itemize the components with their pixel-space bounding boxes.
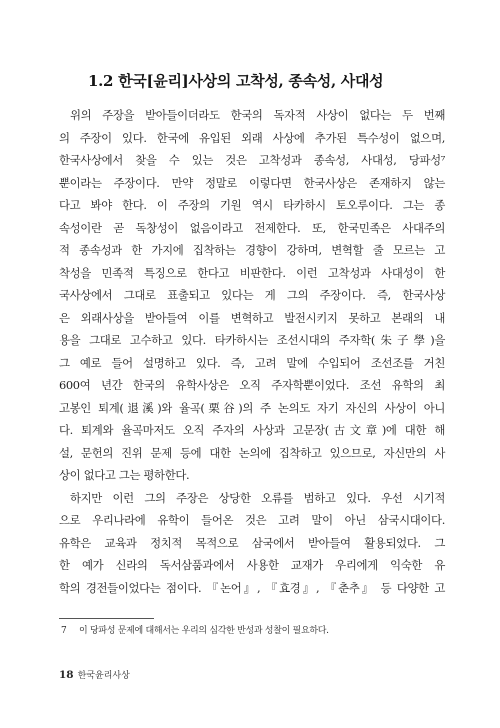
paragraph-line: 용을 그대로 고수하고 있다. 타카하시는 조선시대의 주자학(朱子學)을 [59,333,445,347]
page-number: 18 [59,669,74,681]
paragraph-line: 착성을 민족적 특징으로 한다고 비판한다. 이런 고착성과 사대성이 한 [59,265,445,280]
paragraph-line: 설, 문헌의 진위 문제 등에 대한 논의에 집착하고 있으므로, 자신만의 사 [59,445,445,460]
paragraph-line: 은 외래사상을 받아들여 이를 변혁하고 발전시키지 못하고 본래의 내 [59,310,445,325]
paragraph-line: 600여 년간 한국의 유학사상은 오직 주자학뿐이었다. 조선 유학의 최 [59,378,445,392]
paragraph-line: 의 주장이 있다. 한국에 유입된 외래 사상에 추가된 특수성이 없으며, [59,130,445,145]
paragraph-line: 속성이란 곧 독창성이 없음이라고 전제한다. 또, 한국민족은 사대주의 [59,220,445,235]
paragraph-line: 학의 경전들이었다는 점이다. 『논어』, 『효경』, 『춘추』 등 다양한 고 [59,580,445,595]
paragraph-line: 위의 주장을 받아들이더라도 한국의 독자적 사상이 없다는 두 번째 [70,108,445,122]
paragraph-line: 뿐이라는 주장이다. 만약 정말로 이렇다면 한국사상은 존재하지 않는 [59,175,445,190]
section-title: 1.2 한국[윤리]사상의 고착성, 종속성, 사대성 [88,72,384,90]
paragraph-line: 다. 퇴계와 율곡마저도 오직 주자의 사상과 고문장(古文章)에 대한 해 [59,423,445,437]
running-title: 한국윤리사상 [77,671,130,681]
paragraph-line: 국사상에서 그대로 표출되고 있다는 게 그의 주장이다. 즉, 한국사상 [59,288,445,302]
footnote-text: 이 당파성 문제에 대해서는 우리의 심각한 반성과 성찰이 필요하다. [79,626,329,636]
page-footer [59,668,130,681]
footnote-number: 7 [61,626,67,636]
paragraph-line: 적 종속성과 한 가지에 집착하는 경향이 강하며, 변혁할 줄 모르는 고 [59,243,445,257]
paragraph-line: 유학은 교육과 정치적 목적으로 삼국에서 받아들여 활용되었다. 그 [59,535,445,550]
paragraph-line: 하지만 이런 그의 주장은 상당한 오류를 범하고 있다. 우선 시기적 [70,490,445,505]
paragraph-line: 상이 없다고 그는 평하한다. [59,468,190,482]
footnote-divider [59,618,154,619]
paragraph-line: 고봉인 퇴계(退溪)와 율곡(栗谷)의 주 논의도 자기 자신의 사상이 아니 [59,400,445,415]
paragraph-line: 으로 우리나라에 유학이 들어온 것은 고려 말이 아닌 삼국시대이다. [59,513,445,527]
paragraph-line: 다고 봐야 한다. 이 주장의 기원 역시 타카하시 토오루이다. 그는 종 [59,198,445,212]
paragraph-line: 한국사상에서 찾을 수 있는 것은 고착성과 종속성, 사대성, 당파성⁷ [59,153,445,167]
body-text [59,104,445,599]
paragraph-line: 그 예로 들어 설명하고 있다. 즉, 고려 말에 수입되어 조선조를 거친 [59,355,445,370]
paragraph-line: 한 예가 신라의 독서삼품과에서 사용한 교재가 우리에게 익숙한 유 [59,558,445,572]
footnote [61,623,329,636]
